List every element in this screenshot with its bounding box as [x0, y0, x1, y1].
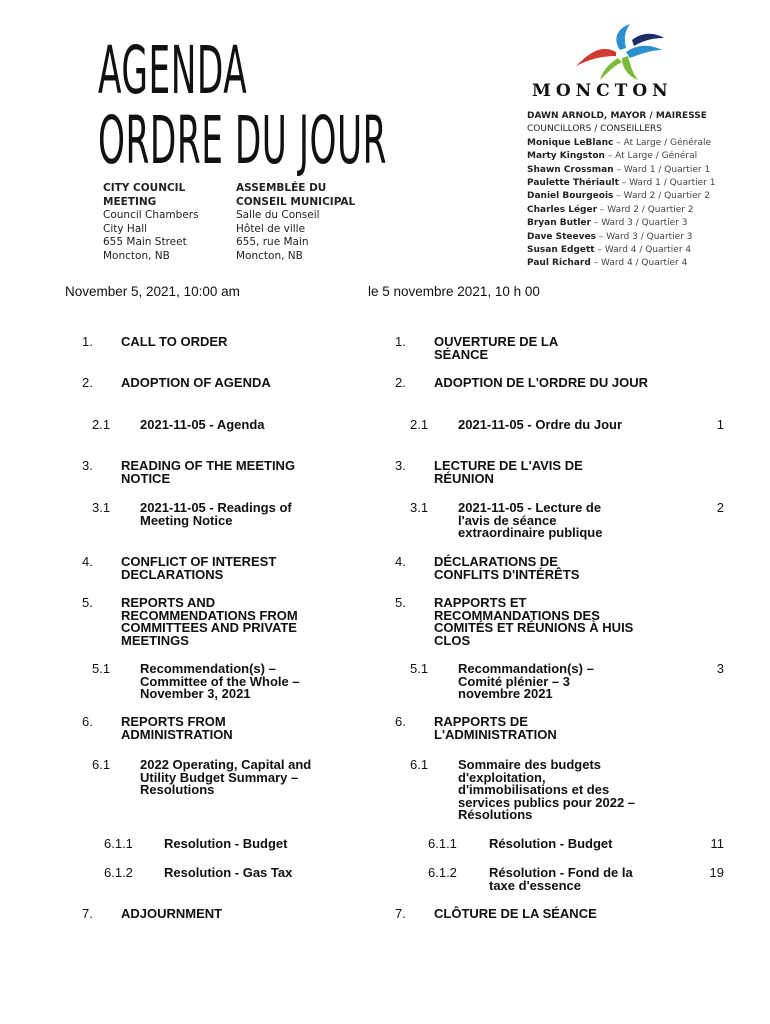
- item-title-fr: CLÔTURE DE LA SÉANCE: [434, 906, 597, 921]
- item-title-fr: RAPPORTS DE L'ADMINISTRATION: [434, 714, 557, 742]
- item-number: 7.: [395, 906, 406, 921]
- item-number: 6.: [82, 714, 93, 729]
- address-line: 655 Main Street: [103, 236, 187, 248]
- meeting-date-en: November 5, 2021, 10:00 am: [65, 284, 240, 299]
- resolution-gas-tax-link-fr[interactable]: Résolution - Fond de la taxe d'essence: [489, 865, 633, 893]
- councillor-row: Paul Richard – Ward 4 / Quartier 4: [527, 258, 688, 269]
- meeting-notice-link-fr[interactable]: 2021-11-05 - Lecture de l'avis de séance extraordinaire publique: [458, 500, 603, 540]
- item-number: 1.: [82, 334, 93, 349]
- moncton-wordmark: MONCTON: [532, 81, 673, 101]
- meeting-type-en-1: CITY COUNCIL: [103, 182, 186, 194]
- item-title-en: REPORTS AND RECOMMENDATIONS FROM COMMITTEES AND PRIVATE MEETINGS: [121, 595, 298, 648]
- item-title-fr: ADOPTION DE L'ORDRE DU JOUR: [434, 375, 648, 390]
- item-number: 2.1: [92, 417, 111, 432]
- recommendation-link-fr[interactable]: Recommandation(s) – Comité plénier – 3 novembre 2021: [458, 661, 594, 701]
- address-line: Hôtel de ville: [236, 222, 306, 235]
- item-title-fr: LECTURE DE L'AVIS DE RÉUNION: [434, 458, 583, 486]
- councillor-row: Daniel Bourgeois – Ward 2 / Quartier 2: [527, 191, 710, 202]
- item-number: 6.1: [92, 757, 111, 772]
- item-number: 2.1: [410, 417, 429, 432]
- item-title-en: CALL TO ORDER: [121, 334, 228, 349]
- address-english: [103, 182, 233, 263]
- item-number: 3.: [82, 458, 93, 473]
- meeting-type-en-2: MEETING: [103, 195, 157, 208]
- item-title-en: READING OF THE MEETING NOTICE: [121, 458, 296, 486]
- item-number: 3.: [395, 458, 406, 473]
- item-title-fr: RAPPORTS ET RECOMMANDATIONS DES COMITÉS ET RÉUNIONS À HUIS CLOS: [434, 595, 634, 648]
- item-number: 6.1.1: [428, 836, 457, 851]
- councillor-row: Marty Kingston – At Large / Général: [527, 151, 698, 162]
- item-number: 5.1: [92, 661, 111, 676]
- resolution-budget-link-en[interactable]: Resolution - Budget: [164, 836, 288, 851]
- item-number: 6.1: [410, 757, 429, 772]
- item-number: 3.1: [92, 500, 111, 515]
- councillor-row: Monique LeBlanc – At Large / Générale: [527, 137, 712, 148]
- item-number: 4.: [82, 554, 93, 569]
- item-title-fr: OUVERTURE DE LA SÉANCE: [434, 334, 558, 362]
- item-number: 5.: [395, 595, 406, 610]
- meeting-type-fr-1: ASSEMBLÉE DU: [236, 182, 327, 194]
- page-number: 2: [716, 500, 724, 515]
- item-number: 6.1.2: [428, 865, 457, 880]
- meeting-type-fr-2: CONSEIL MUNICIPAL: [236, 195, 356, 208]
- councillor-row: Bryan Butler – Ward 3 / Quartier 3: [527, 218, 688, 229]
- item-number: 6.: [395, 714, 406, 729]
- address-line: Salle du Conseil: [236, 209, 320, 221]
- council-list: [527, 110, 767, 271]
- councillors-heading: COUNCILLORS / CONSEILLERS: [527, 124, 662, 135]
- councillor-row: Dave Steeves – Ward 3 / Quartier 3: [527, 231, 693, 242]
- item-number: 5.1: [410, 661, 429, 676]
- item-number: 7.: [82, 906, 93, 921]
- moncton-logo-icon: [572, 22, 672, 84]
- resolution-budget-link-fr[interactable]: Résolution - Budget: [489, 836, 613, 851]
- item-number: 6.1.1: [104, 836, 133, 851]
- item-title-en: CONFLICT OF INTEREST DECLARATIONS: [121, 554, 277, 582]
- item-number: 5.: [82, 595, 93, 610]
- page-number: 3: [716, 661, 724, 676]
- recommendation-link-en[interactable]: Recommendation(s) – Committee of the Whole – November 3, 2021: [140, 661, 300, 701]
- agenda-title-en: AGENDA: [98, 32, 248, 109]
- budget-summary-link-fr[interactable]: Sommaire des budgets d'exploitation, d'immobilisations et des services publics pour 2022 – Résolutions: [458, 757, 636, 822]
- address-line: Moncton, NB: [103, 249, 170, 262]
- agenda-link-fr[interactable]: 2021-11-05 - Ordre du Jour: [458, 417, 623, 432]
- budget-summary-link-en[interactable]: 2022 Operating, Capital and Utility Budget Summary –Resolutions: [140, 757, 312, 797]
- item-title-en: ADJOURNMENT: [121, 906, 223, 921]
- item-number: 1.: [395, 334, 406, 349]
- item-number: 2.: [82, 375, 93, 390]
- item-number: 6.1.2: [104, 865, 133, 880]
- address-line: City Hall: [103, 222, 148, 235]
- resolution-gas-tax-link-en[interactable]: Resolution - Gas Tax: [164, 865, 293, 880]
- councillor-row: Charles Léger – Ward 2 / Quartier 2: [527, 204, 694, 215]
- page-number: 1: [716, 417, 724, 432]
- councillor-row: Paulette Thériault – Ward 1 / Quartier 1: [527, 178, 716, 189]
- agenda-title-fr: ORDRE DU JOUR: [98, 102, 388, 179]
- address-line: Moncton, NB: [236, 249, 303, 262]
- agenda-link-en[interactable]: 2021-11-05 - Agenda: [140, 417, 265, 432]
- mayor-line: DAWN ARNOLD, MAYOR / MAIRESSE: [527, 111, 707, 121]
- meeting-date-fr: le 5 novembre 2021, 10 h 00: [368, 284, 540, 299]
- item-title-fr: DÉCLARATIONS DE CONFLITS D'INTÉRÊTS: [434, 554, 580, 582]
- item-number: 2.: [395, 375, 406, 390]
- item-number: 3.1: [410, 500, 429, 515]
- item-number: 4.: [395, 554, 406, 569]
- councillor-row: Shawn Crossman – Ward 1 / Quartier 1: [527, 164, 711, 175]
- page-number: 19: [709, 865, 724, 880]
- agenda-title: [98, 32, 388, 179]
- councillor-row: Susan Edgett – Ward 4 / Quartier 4: [527, 245, 692, 256]
- address-line: Council Chambers: [103, 209, 199, 221]
- address-line: 655, rue Main: [236, 236, 309, 248]
- item-title-en: REPORTS FROM ADMINISTRATION: [121, 714, 233, 742]
- page-number: 11: [710, 836, 724, 851]
- meeting-notice-link-en[interactable]: 2021-11-05 - Readings of Meeting Notice: [140, 500, 292, 528]
- item-title-en: ADOPTION OF AGENDA: [121, 375, 271, 390]
- address-french: [236, 182, 376, 263]
